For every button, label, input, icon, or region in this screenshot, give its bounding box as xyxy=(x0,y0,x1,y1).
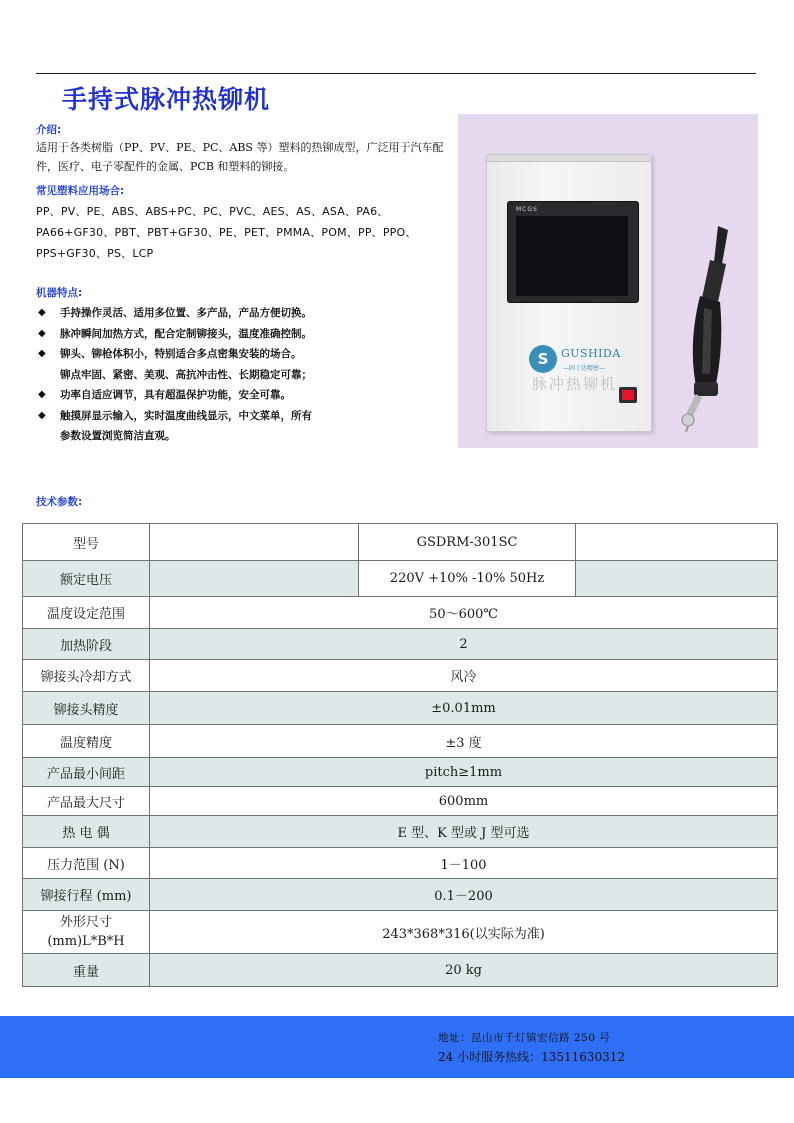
logo-subtext: —固士达精密— xyxy=(563,365,606,372)
spec-label: 温度精度 xyxy=(23,725,150,758)
spec-heading: 技术参数: xyxy=(36,496,83,508)
cabinet-label: 脉冲热铆机 xyxy=(532,375,618,393)
spec-empty-cell xyxy=(576,561,778,597)
feature-text: 脉冲瞬间加热方式，配合定制铆接头，温度准确控制。 xyxy=(60,327,312,340)
table-row xyxy=(23,787,778,816)
spec-empty-cell xyxy=(150,524,359,561)
table-row xyxy=(23,561,778,597)
spec-label: 温度设定范围 xyxy=(23,597,150,629)
spec-value: ±0.01mm xyxy=(150,692,778,725)
logo-mark-icon: S xyxy=(529,345,557,373)
controller-cabinet xyxy=(486,154,652,432)
spec-label: 重量 xyxy=(23,954,150,987)
table-row xyxy=(23,629,778,660)
feature-continuation: 铆点牢固、紧密、美观、高抗冲击性、长期稳定可靠； xyxy=(60,368,312,381)
touch-screen xyxy=(507,201,639,303)
footer-address: 地址：昆山市千灯镇宏信路 250 号 xyxy=(438,1032,611,1044)
spec-value: 220V +10% -10% 50Hz xyxy=(359,561,576,597)
spec-value: GSDRM-301SC xyxy=(359,524,576,561)
applications-heading: 常见塑料应用场合: xyxy=(36,185,125,197)
table-row xyxy=(23,660,778,692)
spec-value: 2 xyxy=(150,629,778,660)
spec-label: 铆接头精度 xyxy=(23,692,150,725)
table-row xyxy=(23,524,778,561)
spec-table xyxy=(22,523,778,987)
table-row xyxy=(23,911,778,954)
spec-value: ±3 度 xyxy=(150,725,778,758)
footer-band xyxy=(0,1016,794,1078)
cabinet-top xyxy=(487,155,651,162)
spec-value: 600mm xyxy=(150,787,778,816)
diamond-bullet-icon: ◆ xyxy=(38,307,46,318)
spec-label: 加热阶段 xyxy=(23,629,150,660)
table-row xyxy=(23,597,778,629)
spec-label: 铆接头冷却方式 xyxy=(23,660,150,692)
spec-label: 热 电 偶 xyxy=(23,816,150,848)
spec-empty-cell xyxy=(150,561,359,597)
feature-continuation: 参数设置浏览简洁直观。 xyxy=(60,430,176,442)
spec-label: 铆接行程 (mm) xyxy=(23,879,150,911)
spec-value: 1－100 xyxy=(150,848,778,879)
page-title: 手持式脉冲热铆机 xyxy=(62,85,271,114)
spec-label: 产品最大尺寸 xyxy=(23,787,150,816)
table-row xyxy=(23,758,778,787)
spec-label: 外形尺寸 (mm)L*B*H xyxy=(23,911,150,954)
logo-text: GUSHIDA xyxy=(561,347,621,360)
spec-label: 压力范围 (N) xyxy=(23,848,150,879)
spec-value: 0.1－200 xyxy=(150,879,778,911)
table-row xyxy=(23,816,778,848)
feature-text: 铆头、铆枪体积小，特别适合多点密集安装的场合。 xyxy=(60,348,302,360)
spec-label: 额定电压 xyxy=(23,561,150,597)
diamond-bullet-icon: ◆ xyxy=(38,348,46,359)
spec-label: 型号 xyxy=(23,524,150,561)
footer-phone: 24 小时服务热线：13511630312 xyxy=(438,1050,626,1064)
table-row xyxy=(23,954,778,987)
heat-rivet-gun-icon xyxy=(666,224,746,434)
diamond-bullet-icon: ◆ xyxy=(38,409,46,421)
feature-item xyxy=(36,303,456,324)
feature-item xyxy=(36,385,456,406)
feature-item xyxy=(36,324,456,345)
table-row xyxy=(23,879,778,911)
applications-text: PP、PV、PE、ABS、ABS+PC、PC、PVC、AES、AS、ASA、PA6、PA66+GF30、PBT、PBT+GF30、PE、PET、PMMA、POM、PP、PPO、PPS+GF30、PS、LCP xyxy=(36,205,417,260)
feature-text: 功率自适应调节，具有超温保护功能，安全可靠。 xyxy=(60,389,291,401)
screen-brand: MCGS xyxy=(516,206,538,213)
table-row xyxy=(23,848,778,879)
spec-value: pitch≥1mm xyxy=(150,758,778,787)
product-photo xyxy=(458,114,758,448)
spec-value: 风冷 xyxy=(150,660,778,692)
screen-display xyxy=(516,216,628,296)
top-rule xyxy=(36,73,756,74)
spec-value: 243*368*316(以实际为准) xyxy=(150,911,778,954)
feature-text: 触摸屏显示输入，实时温度曲线显示，中文菜单，所有 xyxy=(60,409,312,422)
spec-label: 产品最小间距 xyxy=(23,758,150,787)
power-switch-icon xyxy=(619,387,637,403)
table-row xyxy=(23,692,778,725)
intro-heading: 介绍: xyxy=(36,124,62,136)
spec-value: 20 kg xyxy=(150,954,778,987)
features-list xyxy=(36,303,456,447)
switch-rocker xyxy=(622,390,634,400)
features-heading: 机器特点: xyxy=(36,287,83,299)
feature-item xyxy=(36,406,456,447)
diamond-bullet-icon: ◆ xyxy=(38,389,46,400)
spec-value: E 型、K 型或 J 型可选 xyxy=(150,816,778,848)
table-row xyxy=(23,725,778,758)
spec-value: 50～600℃ xyxy=(150,597,778,629)
feature-item xyxy=(36,344,456,385)
intro-text: 适用于各类树脂（PP、PV、PE、PC、ABS 等）塑料的热铆成型，广泛用于汽车配件，医疗、电子零配件的金属、PCB 和塑料的铆接。 xyxy=(36,141,444,173)
spec-empty-cell xyxy=(576,524,778,561)
feature-text: 手持操作灵活、适用多位置、多产品，产品方便切换。 xyxy=(60,307,312,319)
diamond-bullet-icon: ◆ xyxy=(38,327,46,339)
